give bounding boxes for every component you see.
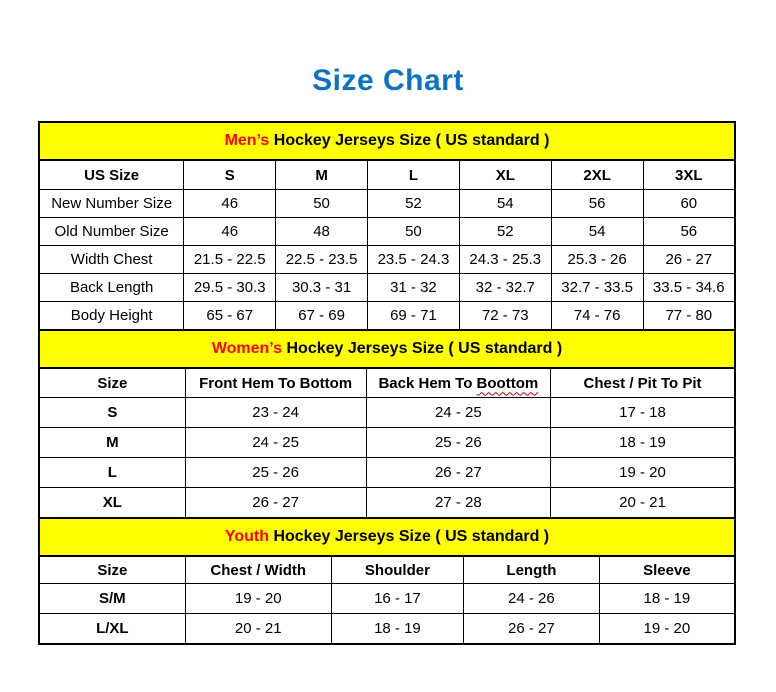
mens-column-header: XL <box>459 160 551 190</box>
womens-value-cell: 17 - 18 <box>551 398 735 428</box>
youth-column-header: Size <box>39 556 185 584</box>
mens-value-cell: 54 <box>551 218 643 246</box>
mens-value-cell: 52 <box>368 190 460 218</box>
youth-value-cell: 20 - 21 <box>185 614 331 645</box>
mens-value-cell: 56 <box>643 218 735 246</box>
mens-column-header: 3XL <box>643 160 735 190</box>
mens-value-cell: 25.3 - 26 <box>551 246 643 274</box>
youth-row-label: S/M <box>39 584 185 614</box>
youth-banner-row <box>39 518 735 556</box>
womens-row <box>39 488 735 519</box>
youth-value-cell: 16 - 17 <box>331 584 463 614</box>
youth-value-cell: 18 - 19 <box>331 614 463 645</box>
mens-row-label: Back Length <box>39 274 184 302</box>
mens-value-cell: 23.5 - 24.3 <box>368 246 460 274</box>
youth-value-cell: 18 - 19 <box>599 584 735 614</box>
mens-value-cell: 77 - 80 <box>643 302 735 331</box>
misspelled-word: Boottom <box>476 374 539 392</box>
youth-header-row <box>39 556 735 584</box>
youth-row-label: L/XL <box>39 614 185 645</box>
youth-row <box>39 584 735 614</box>
mens-row <box>39 190 735 218</box>
youth-banner <box>39 518 735 556</box>
mens-value-cell: 22.5 - 23.5 <box>276 246 368 274</box>
mens-banner <box>39 122 735 160</box>
womens-value-cell: 18 - 19 <box>551 428 735 458</box>
youth-column-header: Length <box>464 556 600 584</box>
womens-row-label: S <box>39 398 185 428</box>
womens-column-header: Chest / Pit To Pit <box>551 368 735 398</box>
womens-banner-highlight: Women’s <box>211 340 283 357</box>
youth-size-table-body <box>39 518 735 644</box>
youth-column-header: Chest / Width <box>185 556 331 584</box>
youth-value-cell: 19 - 20 <box>185 584 331 614</box>
womens-size-table-body <box>39 330 735 518</box>
mens-value-cell: 56 <box>551 190 643 218</box>
mens-value-cell: 50 <box>368 218 460 246</box>
youth-size-table <box>38 517 736 645</box>
womens-row-label: M <box>39 428 185 458</box>
womens-value-cell: 27 - 28 <box>366 488 550 519</box>
mens-value-cell: 72 - 73 <box>459 302 551 331</box>
page-title: Size Chart <box>312 64 464 97</box>
mens-value-cell: 60 <box>643 190 735 218</box>
mens-value-cell: 32.7 - 33.5 <box>551 274 643 302</box>
mens-value-cell: 52 <box>459 218 551 246</box>
mens-banner-highlight: Men’s <box>224 132 270 149</box>
mens-size-table <box>38 121 736 331</box>
womens-column-header: Size <box>39 368 185 398</box>
mens-value-cell: 65 - 67 <box>184 302 276 331</box>
womens-value-cell: 26 - 27 <box>185 488 366 519</box>
size-chart <box>38 121 736 645</box>
womens-value-cell: 19 - 20 <box>551 458 735 488</box>
womens-row <box>39 398 735 428</box>
youth-column-header: Shoulder <box>331 556 463 584</box>
mens-value-cell: 32 - 32.7 <box>459 274 551 302</box>
mens-column-header: S <box>184 160 276 190</box>
mens-value-cell: 48 <box>276 218 368 246</box>
mens-column-header: US Size <box>39 160 184 190</box>
womens-banner <box>39 330 735 368</box>
womens-size-table <box>38 329 736 519</box>
youth-column-header: Sleeve <box>599 556 735 584</box>
womens-column-header: Back Hem To Boottom <box>366 368 550 398</box>
womens-value-cell: 25 - 26 <box>366 428 550 458</box>
mens-value-cell: 29.5 - 30.3 <box>184 274 276 302</box>
mens-row-label: Body Height <box>39 302 184 331</box>
youth-value-cell: 24 - 26 <box>464 584 600 614</box>
youth-value-cell: 19 - 20 <box>599 614 735 645</box>
mens-value-cell: 46 <box>184 190 276 218</box>
mens-banner-text: Hockey Jerseys Size ( US standard ) <box>269 132 550 149</box>
mens-row <box>39 246 735 274</box>
mens-size-table-body <box>39 122 735 330</box>
mens-value-cell: 54 <box>459 190 551 218</box>
mens-value-cell: 21.5 - 22.5 <box>184 246 276 274</box>
mens-value-cell: 50 <box>276 190 368 218</box>
mens-header-row <box>39 160 735 190</box>
mens-row-label: New Number Size <box>39 190 184 218</box>
womens-value-cell: 23 - 24 <box>185 398 366 428</box>
womens-row <box>39 428 735 458</box>
mens-value-cell: 46 <box>184 218 276 246</box>
youth-row <box>39 614 735 645</box>
womens-column-header: Front Hem To Bottom <box>185 368 366 398</box>
mens-row <box>39 218 735 246</box>
womens-value-cell: 26 - 27 <box>366 458 550 488</box>
womens-header-row <box>39 368 735 398</box>
mens-value-cell: 67 - 69 <box>276 302 368 331</box>
mens-value-cell: 74 - 76 <box>551 302 643 331</box>
womens-row-label: XL <box>39 488 185 519</box>
youth-banner-highlight: Youth <box>224 528 269 545</box>
womens-row-label: L <box>39 458 185 488</box>
youth-value-cell: 26 - 27 <box>464 614 600 645</box>
mens-value-cell: 33.5 - 34.6 <box>643 274 735 302</box>
mens-banner-row <box>39 122 735 160</box>
mens-column-header: L <box>368 160 460 190</box>
mens-column-header: M <box>276 160 368 190</box>
mens-value-cell: 30.3 - 31 <box>276 274 368 302</box>
womens-banner-row <box>39 330 735 368</box>
womens-value-cell: 24 - 25 <box>366 398 550 428</box>
womens-value-cell: 20 - 21 <box>551 488 735 519</box>
mens-value-cell: 31 - 32 <box>368 274 460 302</box>
womens-value-cell: 24 - 25 <box>185 428 366 458</box>
womens-value-cell: 25 - 26 <box>185 458 366 488</box>
womens-banner-text: Hockey Jerseys Size ( US standard ) <box>282 340 563 357</box>
mens-value-cell: 69 - 71 <box>368 302 460 331</box>
mens-column-header: 2XL <box>551 160 643 190</box>
mens-value-cell: 24.3 - 25.3 <box>459 246 551 274</box>
mens-row <box>39 274 735 302</box>
mens-row-label: Old Number Size <box>39 218 184 246</box>
mens-row-label: Width Chest <box>39 246 184 274</box>
mens-row <box>39 302 735 331</box>
mens-value-cell: 26 - 27 <box>643 246 735 274</box>
womens-row <box>39 458 735 488</box>
youth-banner-text: Hockey Jerseys Size ( US standard ) <box>269 528 550 545</box>
